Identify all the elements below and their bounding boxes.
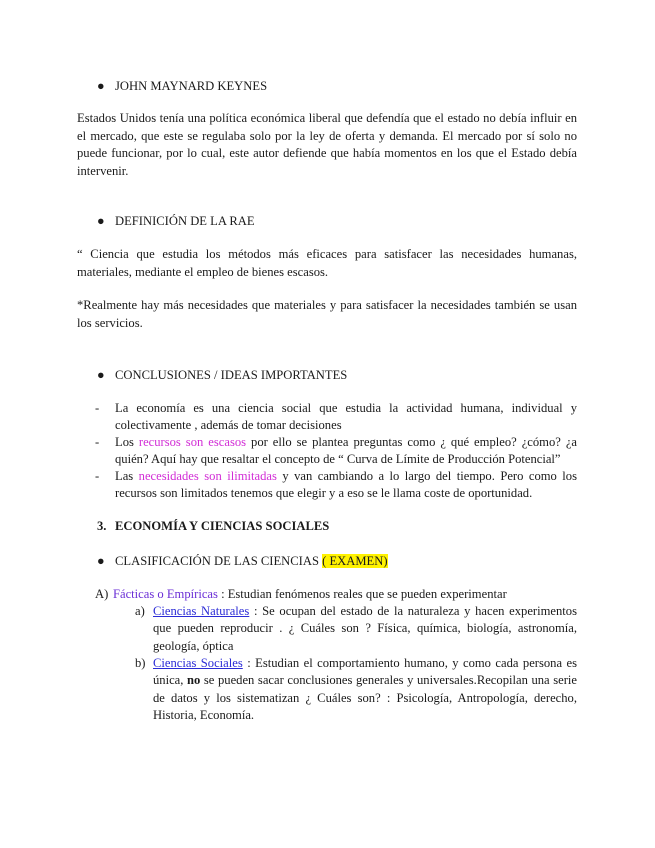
section-title: ECONOMÍA Y CIENCIAS SOCIALES <box>115 519 330 533</box>
conclusion-item <box>95 468 577 502</box>
dash-marker: - <box>95 401 100 415</box>
classification-heading: CLASIFICACIÓN DE LAS CIENCIAS <box>115 554 323 568</box>
bold-word: no <box>187 673 201 688</box>
bullet-dot: ● <box>97 368 105 382</box>
term-description: : Estudian fenómenos reales que se pueden experimentar <box>217 587 507 601</box>
list-marker: b) <box>135 656 146 670</box>
bullet-classification <box>97 553 388 570</box>
bullet-dot: ● <box>97 214 105 228</box>
keynes-paragraph: Estados Unidos tenía una política económica liberal que defendía que el estado no debía influir en el mercado, que este se regulaba solo por la ley de oferta y demanda. El mercado por sí solo no puede funcionar, por lo cual, este autor defiende que había momentos en los que el Estado debía intervenir. <box>77 111 577 178</box>
rae-quote: “ Ciencia que estudia los métodos más eficaces para satisfacer las necesidades humanas, materiales, mediante el empleo de bienes escasos. <box>77 247 577 279</box>
term-ciencias-naturales: Ciencias Naturales <box>153 604 250 618</box>
conclusion-item <box>95 400 577 434</box>
keynes-heading: JOHN MAYNARD KEYNES <box>115 79 268 93</box>
conclusion-text <box>115 468 577 502</box>
conclusion-text <box>115 434 577 468</box>
conclusion-pre: Los <box>115 435 139 449</box>
list-item-a <box>135 603 577 655</box>
rae-heading: DEFINICIÓN DE LA RAE <box>115 214 255 228</box>
highlight-necesidades: necesidades son ilimitadas <box>138 469 277 483</box>
conclusion-post: por ello se plantea preguntas como ¿ qué empleo? ¿cómo? ¿a quién? Aquí hay que resaltar el concepto de “ Curva de Límite de Producción Potencial” <box>115 435 578 467</box>
bullet-dot: ● <box>97 554 105 568</box>
conclusion-item <box>95 434 577 468</box>
conclusion-text: La economía es una ciencia social que estudia la actividad humana, individual y colectivamente , además de tomar decisiones <box>115 401 577 433</box>
term-block <box>153 655 577 724</box>
term-ciencias-sociales: Ciencias Sociales <box>153 656 243 670</box>
list-marker: A) <box>95 587 109 601</box>
section-number: 3. <box>97 519 107 533</box>
bullet-keynes <box>97 78 267 95</box>
term-description: : Estudian el comportamiento humano, y como cada persona es única, <box>153 656 577 688</box>
term-description: : Se ocupan del estado de la naturaleza y hacen experimentos que pueden reproducir . ¿ Cuáles son ? Física, química, biología, astronomía, geología, óptica <box>153 604 577 653</box>
term-facticas: Fácticas o Empíricas <box>113 587 218 601</box>
bullet-conclusions <box>97 367 347 384</box>
exam-highlight: ( EXAMEN) <box>322 554 388 568</box>
section-heading <box>97 518 329 535</box>
conclusion-pre: Las <box>115 469 139 483</box>
dash-marker: - <box>95 435 100 449</box>
highlight-recursos: recursos son escasos <box>138 435 247 449</box>
conclusion-post: y van cambiando a lo largo del tiempo. Pero como los recursos son limitados tenemos que elegir y a eso se le llama coste de oportunidad. <box>115 469 577 501</box>
bullet-dot: ● <box>97 79 105 93</box>
list-item-A <box>95 586 507 603</box>
list-marker: a) <box>135 604 145 618</box>
term-block <box>153 603 577 655</box>
conclusions-heading: CONCLUSIONES / IDEAS IMPORTANTES <box>115 368 348 382</box>
rae-note: *Realmente hay más necesidades que materiales y para satisfacer la necesidades también se usan los servicios. <box>77 298 577 330</box>
bullet-rae <box>97 213 255 230</box>
dash-marker: - <box>95 469 100 483</box>
list-item-b <box>135 655 577 724</box>
term-description-cont: se pueden sacar conclusiones generales y universales.Recopilan una serie de datos y los sistematizan ¿ Cuáles son? : Psicología, Antropología, derecho, Historia, Economía. <box>153 673 577 722</box>
